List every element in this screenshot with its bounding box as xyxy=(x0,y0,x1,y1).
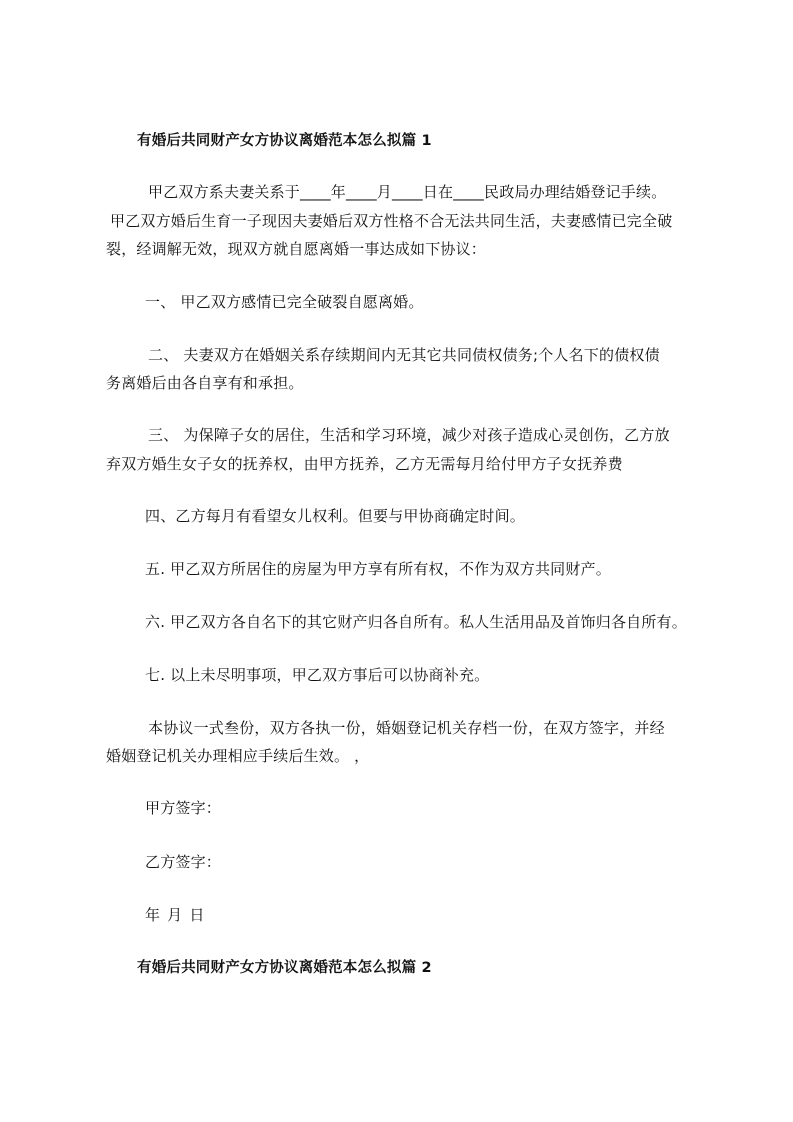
intro-line-3: 裂，经调解无效，现双方就自愿离婚一事达成如下协议： xyxy=(106,240,487,258)
closing-line-1: 本协议一式叁份，双方各执一份，婚姻登记机关存档一份，在双方签字，并经 xyxy=(148,719,665,737)
intro-line-2: 甲乙双方婚后生育一子现因夫妻婚后双方性格不合无法共同生活，夫妻感情已完全破 xyxy=(110,212,673,230)
clause-7: 七. 以上未尽明事项，甲乙双方事后可以协商补充。 xyxy=(145,666,490,684)
clause-2-line-2: 务离婚后由各自享有和承担。 xyxy=(106,374,304,392)
closing-line-2: 婚姻登记机关办理相应手续后生效。 ， xyxy=(106,747,370,765)
clause-6: 六. 甲乙双方各自名下的其它财产归各自所有。私人生活用品及首饰归各自所有。 xyxy=(145,613,687,631)
party-a-signature-label: 甲方签字： xyxy=(145,799,222,817)
clause-3-line-1: 三、 为保障子女的居住，生活和学习环境，减少对孩子造成心灵创伤，乙方放 xyxy=(148,426,670,444)
party-b-signature-label: 乙方签字： xyxy=(145,853,222,871)
clause-3-line-2: 弃双方婚生女子女的抚养权，由甲方抚养，乙方无需每月给付甲方子女抚养费 xyxy=(106,455,623,473)
clause-4: 四、乙方每月有看望女儿权利。但要与甲协商确定时间。 xyxy=(145,507,526,525)
clause-2-line-1: 二、 夫妻双方在婚姻关系存续期间内无其它共同债权债务;个人名下的债权债 xyxy=(148,346,660,364)
date-line: 年 月 日 xyxy=(145,906,205,924)
section-heading-2: 有婚后共同财产女方协议离婚范本怎么拟篇 2 xyxy=(137,960,432,976)
intro-line-1: 甲乙双方系夫妻关系于____年____月____日在____民政局办理结婚登记手续。 xyxy=(148,183,667,201)
clause-1: 一、 甲乙双方感情已完全破裂自愿离婚。 xyxy=(145,293,424,311)
clause-5: 五. 甲乙双方所居住的房屋为甲方享有所有权，不作为双方共同财产。 xyxy=(145,560,611,578)
section-heading-1: 有婚后共同财产女方协议离婚范本怎么拟篇 1 xyxy=(137,133,432,149)
